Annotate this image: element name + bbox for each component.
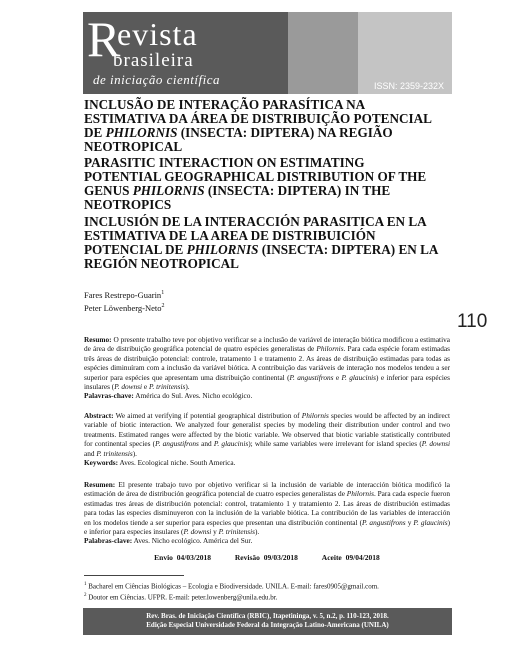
resumen-text: ).: [255, 527, 260, 537]
resumo-species: P. angustifrons: [289, 372, 334, 382]
resumen-species: P. trinitensis: [218, 527, 255, 537]
footnote-divider: [84, 575, 184, 576]
resumo-genus: Philornis: [316, 344, 344, 354]
journal-logo-initial: R: [87, 12, 121, 67]
footnote-2-text: Doutor em Ciências. UFPR. E-mail: peter.lowenberg@unila.edu.br.: [86, 593, 278, 602]
resumo-text: ) e inferior para espécies insulares (: [84, 372, 450, 392]
resumo-text: e: [142, 382, 149, 392]
resumo-text: O presente trabalho teve por objetivo verificar se a inclusão de variável de interação biótica modificou a estimativa de área de distribuição geográfica potencial de quatro espécies generalistas de: [84, 335, 450, 354]
title-en-part1: PARASITIC INTERACTION ON ESTIMATING POTENTIAL GEOGRAPHICAL DISTRIBUTION OF THE GENUS: [84, 155, 427, 198]
resumo-keywords-label: Palavras-chave:: [84, 391, 134, 401]
date-aceite: Aceite 09/04/2018: [321, 553, 380, 562]
title-pt-part1: INCLUSÃO DE INTERAÇÃO PARASÍTICA NA ESTIMATIVA DA ÁREA DE DISTRIBUIÇÃO POTENCIAL DE: [84, 97, 432, 140]
abstract-keywords-label: Keywords:: [84, 458, 119, 468]
abstract-species: P. glaucinis: [213, 439, 249, 449]
abstract-text: ).: [132, 448, 137, 458]
footer-edition: Edição Especial Universidade Federal da Integração Latino-Americana (UNILA): [146, 621, 389, 629]
abstract-species: P. angustifrons: [155, 439, 199, 449]
abstract-paragraph: [84, 411, 450, 467]
footnote-2: [84, 591, 450, 602]
abstract-text: We aimed at verifying if potential geographical distribution of: [113, 411, 302, 420]
resumo-text: e: [333, 372, 342, 382]
title-portuguese: [84, 98, 444, 154]
journal-logo-subtitle: de iniciação científica: [93, 72, 221, 87]
resumen-paragraph: [84, 480, 450, 546]
journal-footer: [83, 608, 452, 635]
abstract-text: and: [84, 448, 97, 458]
resumo-species: P. downsi: [114, 382, 143, 392]
author-list: [84, 288, 165, 314]
title-es-genus: PHILORNIS: [186, 242, 259, 257]
submission-dates: [84, 553, 450, 562]
resumo-label: Resumo:: [84, 335, 112, 344]
resumen-species: P. glaucinis: [413, 517, 448, 527]
resumen-species: P. downsi: [183, 527, 212, 537]
abstract-label: Abstract:: [84, 411, 114, 420]
author-1-name: Fares Restrepo-Guarin: [84, 289, 162, 300]
abstract-keywords-text: Aves. Ecological niche. South America.: [118, 458, 236, 468]
date-revisao: Revisão 09/03/2018: [234, 553, 298, 562]
title-es-part2: (INSECTA: DIPTERA) EN LA REGIÓN NEOTROPICAL: [84, 242, 438, 271]
resumo-species: P. trinitensis: [148, 382, 186, 392]
title-es-part1: INCLUSIÓN DE LA INTERACCIÓN PARASITICA EN LA ESTIMATIVA DE LA AREA DE DISTRIBUICIÓN POTENCIAL DE: [84, 214, 426, 257]
abstract-text: and: [198, 439, 214, 449]
author-2-footnote-ref: 2: [161, 302, 165, 309]
author-1-footnote-ref: 1: [161, 290, 165, 296]
author-2: [84, 301, 165, 314]
journal-banner: [83, 12, 452, 94]
abstract-text: ); while same variables were irrelevant for island species (: [248, 439, 422, 449]
issn-label: ISSN: 2359-232X: [373, 81, 444, 91]
footnotes: [84, 580, 450, 603]
resumo-keywords: [84, 391, 450, 400]
resumen-text: y: [405, 517, 414, 527]
footer-citation: Rev. Bras. de Iniciação Científica (RBIC), Itapetininga, v. 5, n.2, p. 110-123, 2018.: [146, 612, 389, 620]
footnote-1-marker: 1: [84, 582, 87, 587]
abstract-keywords: [84, 458, 450, 467]
resumo-species: P. glaucinis: [341, 372, 377, 382]
resumo-text: . Para cada espécie foram estimadas três áreas de distribuição potencial: controle, tratamento 1 e tratamento 2. As áreas de distribuição estimadas para todas as espécies diminuíram com a inclusão da variável biótica. A contribuição das variáveis de interação nos modelos tendeu a ser superior para espécies que apresentam uma distribuição continental (: [84, 344, 450, 382]
abstract-species: P. downsi: [421, 439, 451, 449]
footnote-2-marker: 2: [84, 593, 87, 599]
footnote-1: [84, 580, 450, 591]
date-envio: Envio 04/03/2018: [154, 553, 211, 562]
resumo-keywords-text: América do Sul. Aves. Nicho ecológico.: [133, 391, 253, 401]
resumen-text: El presente trabajo tuvo por objetivo verificar si la inclusión de variable de interacción biótica modificó la estimación de área de distribución geográfica potencial de cuatro especies generalistas de: [84, 480, 450, 499]
abstract-species: P. trinitensis: [96, 448, 133, 458]
resumen-text: . Para cada especie fueron estimadas tres áreas de distribución potencial: control, tratamiento 1 y tratamiento 2. Las áreas de distribución estimadas para todas las especies disminuyeron con la inclusión de la variable biótica. La contribución de las variables de interacción en los modelos tiende a ser superior para especies que presentan una distribución continental (: [84, 489, 450, 527]
footnote-1-text: Bacharel em Ciências Biológicas – Ecologia e Biodiversidade. UNILA. E-mail: fares0905@gmail.com.: [86, 582, 379, 591]
author-1: [84, 288, 165, 301]
author-2-name: Peter Löwenberg-Neto: [84, 302, 162, 313]
resumen-text: y: [211, 527, 219, 537]
abstract-genus: Philornis: [301, 411, 329, 420]
resumo-text: ).: [185, 382, 190, 392]
title-en-part2: (INSECTA: DIPTERA) IN THE NEOTROPICS: [84, 183, 391, 212]
page-number: 110: [457, 311, 488, 332]
resumen-keywords-label: Palabras-clave:: [84, 536, 133, 546]
resumen-text: ) e inferior para especies insulares (: [84, 517, 451, 537]
resumen-species: P. angustifrons: [362, 517, 406, 527]
title-en-genus: PHILORNIS: [132, 183, 205, 198]
resumen-keywords-text: Aves. Nicho ecológico. América del Sur.: [132, 536, 253, 546]
resumen-keywords: [84, 536, 450, 545]
abstract-text: species would be affected by an indirect variable of biotic interaction. We analyzed four generalist species by modeling their distribution under control and two treatments. Estimated ranges were affected by the biotic variable. We observed that biotic variable statistically contributed for continental species (: [84, 411, 450, 449]
journal-logo-word: evista: [117, 16, 198, 52]
title-pt-part2: (INSECTA: DIPTERA) NA REGIÃO NEOTROPICAL: [84, 125, 393, 154]
resumen-genus: Philornis: [346, 489, 374, 499]
resumo-paragraph: [84, 335, 450, 401]
title-spanish: [84, 215, 444, 271]
title-english: [84, 156, 444, 212]
journal-logo-brasileira: brasileira: [113, 50, 194, 71]
title-pt-genus: PHILORNIS: [105, 125, 178, 140]
resumen-label: Resumen:: [84, 480, 116, 489]
